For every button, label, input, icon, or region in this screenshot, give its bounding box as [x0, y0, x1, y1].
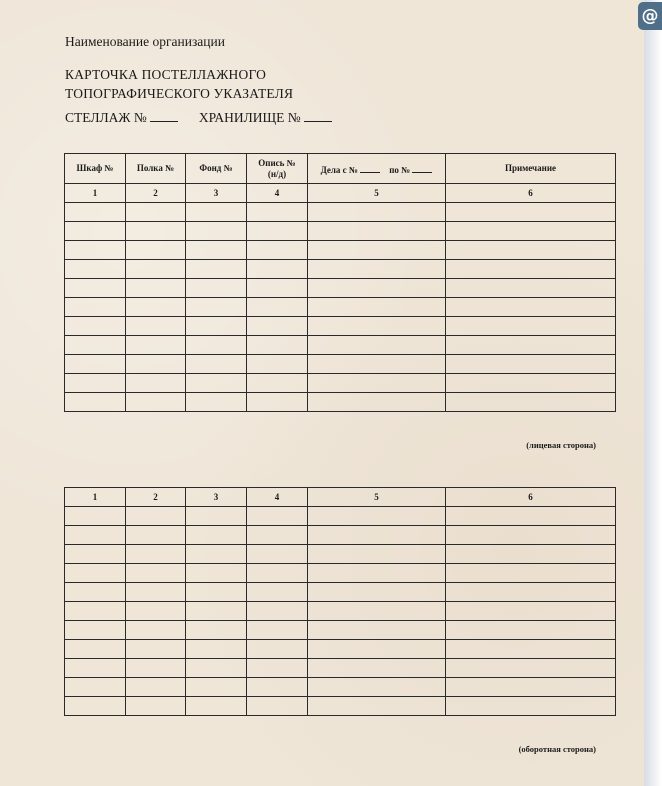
- table-cell: [186, 203, 247, 222]
- table-cell: [65, 222, 126, 241]
- back-blank-rows: [65, 507, 616, 716]
- page-edge: [644, 0, 662, 786]
- table-cell: [186, 621, 247, 640]
- table-row: [65, 678, 616, 697]
- header-shelf: Полка №: [126, 154, 186, 184]
- table-cell: [247, 336, 308, 355]
- table-cell: [65, 336, 126, 355]
- table-cell: [446, 203, 616, 222]
- table-cell: [65, 602, 126, 621]
- table-row: [65, 336, 616, 355]
- column-number: 1: [65, 184, 126, 203]
- table-cell: [126, 279, 186, 298]
- table-row: [65, 203, 616, 222]
- table-cell: [247, 298, 308, 317]
- table-row: [65, 583, 616, 602]
- table-cell: [186, 317, 247, 336]
- table-cell: [446, 640, 616, 659]
- table-cell: [308, 659, 446, 678]
- files-to-blank: [412, 162, 432, 173]
- table-cell: [446, 298, 616, 317]
- table-cell: [186, 507, 247, 526]
- table-cell: [308, 507, 446, 526]
- header-inventory: [247, 154, 308, 184]
- table-cell: [65, 526, 126, 545]
- table-cell: [308, 355, 446, 374]
- table-cell: [65, 241, 126, 260]
- table-cell: [186, 393, 247, 412]
- table-cell: [65, 203, 126, 222]
- table-row: [65, 241, 616, 260]
- column-number: 4: [247, 184, 308, 203]
- table-cell: [308, 260, 446, 279]
- table-cell: [247, 602, 308, 621]
- table-cell: [446, 260, 616, 279]
- table-row: [65, 355, 616, 374]
- table-cell: [308, 602, 446, 621]
- table-cell: [308, 393, 446, 412]
- table-cell: [65, 374, 126, 393]
- files-from-blank: [360, 162, 380, 173]
- table-cell: [65, 564, 126, 583]
- table-cell: [186, 564, 247, 583]
- table-cell: [126, 374, 186, 393]
- table-cell: [126, 640, 186, 659]
- table-cell: [308, 526, 446, 545]
- front-blank-rows: [65, 203, 616, 412]
- table-row: [65, 621, 616, 640]
- table-cell: [126, 583, 186, 602]
- table-cell: [65, 298, 126, 317]
- organization-label: Наименование организации: [65, 34, 225, 49]
- table-cell: [126, 621, 186, 640]
- table-cell: [126, 564, 186, 583]
- table-cell: [308, 678, 446, 697]
- table-cell: [126, 317, 186, 336]
- table-cell: [247, 507, 308, 526]
- table-cell: [308, 241, 446, 260]
- table-cell: [186, 336, 247, 355]
- table-cell: [247, 317, 308, 336]
- table-cell: [308, 222, 446, 241]
- table-row: [65, 659, 616, 678]
- table-cell: [247, 355, 308, 374]
- table-cell: [247, 564, 308, 583]
- table-cell: [308, 374, 446, 393]
- table-cell: [126, 393, 186, 412]
- table-cell: [446, 507, 616, 526]
- table-cell: [446, 241, 616, 260]
- table-cell: [65, 355, 126, 374]
- table-row: [65, 545, 616, 564]
- table-cell: [65, 678, 126, 697]
- table-cell: [308, 640, 446, 659]
- table-row: [65, 222, 616, 241]
- table-cell: [65, 260, 126, 279]
- header-fund: Фонд №: [186, 154, 247, 184]
- table-cell: [186, 526, 247, 545]
- table-row: [65, 564, 616, 583]
- table-cell: [65, 279, 126, 298]
- table-cell: [186, 659, 247, 678]
- table-cell: [186, 545, 247, 564]
- table-cell: [446, 697, 616, 716]
- table-cell: [126, 260, 186, 279]
- table-cell: [308, 564, 446, 583]
- table-row: [65, 260, 616, 279]
- table-cell: [446, 374, 616, 393]
- table-cell: [126, 545, 186, 564]
- table-cell: [186, 241, 247, 260]
- shelf-label: СТЕЛЛАЖ №: [65, 110, 147, 125]
- table-cell: [247, 203, 308, 222]
- table-cell: [247, 678, 308, 697]
- table-cell: [65, 640, 126, 659]
- table-cell: [186, 602, 247, 621]
- at-sign-logo-icon[interactable]: @: [638, 2, 662, 30]
- table-cell: [446, 222, 616, 241]
- table-row: [65, 526, 616, 545]
- card-title: [65, 65, 293, 103]
- table-cell: [65, 507, 126, 526]
- table-cell: [126, 336, 186, 355]
- table-cell: [65, 393, 126, 412]
- table-cell: [126, 678, 186, 697]
- table-cell: [446, 602, 616, 621]
- table-cell: [308, 583, 446, 602]
- column-number: 6: [446, 184, 616, 203]
- storage-label: ХРАНИЛИЩЕ №: [198, 110, 301, 125]
- shelf-storage-line: [65, 110, 332, 126]
- table-cell: [247, 526, 308, 545]
- column-number: 4: [247, 488, 308, 507]
- table-cell: [446, 678, 616, 697]
- table-cell: [65, 545, 126, 564]
- table-cell: [247, 393, 308, 412]
- header-files-range: [308, 154, 446, 184]
- column-number: 2: [126, 184, 186, 203]
- table-cell: [186, 298, 247, 317]
- table-cell: [126, 222, 186, 241]
- table-row: [65, 298, 616, 317]
- table-cell: [247, 545, 308, 564]
- table-cell: [247, 621, 308, 640]
- table-cell: [247, 222, 308, 241]
- table-cell: [126, 355, 186, 374]
- table-cell: [308, 279, 446, 298]
- table-cell: [65, 659, 126, 678]
- table-cell: [308, 203, 446, 222]
- table-cell: [126, 203, 186, 222]
- back-side-caption: (оборотная сторона): [518, 744, 596, 754]
- table-cell: [247, 241, 308, 260]
- table-row: [65, 317, 616, 336]
- table-cell: [186, 640, 247, 659]
- header-files-to: по №: [389, 164, 411, 175]
- table-cell: [65, 697, 126, 716]
- table-cell: [65, 621, 126, 640]
- table-cell: [186, 583, 247, 602]
- table-cell: [247, 279, 308, 298]
- column-number: 3: [186, 184, 247, 203]
- table-cell: [446, 355, 616, 374]
- table-cell: [446, 279, 616, 298]
- table-cell: [446, 336, 616, 355]
- front-header-row: [65, 154, 616, 184]
- table-row: [65, 507, 616, 526]
- column-number: 3: [186, 488, 247, 507]
- table-cell: [126, 602, 186, 621]
- table-cell: [446, 659, 616, 678]
- table-cell: [186, 222, 247, 241]
- header-cabinet: Шкаф №: [65, 154, 126, 184]
- table-cell: [247, 374, 308, 393]
- table-cell: [446, 545, 616, 564]
- header-inventory-line-1: Опись №: [258, 157, 296, 168]
- table-row: [65, 393, 616, 412]
- front-column-number-row: [65, 184, 616, 203]
- table-cell: [308, 298, 446, 317]
- shelf-number-blank: [150, 111, 178, 122]
- table-cell: [186, 355, 247, 374]
- table-cell: [247, 640, 308, 659]
- table-cell: [126, 507, 186, 526]
- table-cell: [65, 317, 126, 336]
- back-column-number-row: [65, 488, 616, 507]
- table-cell: [186, 697, 247, 716]
- table-cell: [126, 526, 186, 545]
- front-side-table: [64, 153, 616, 412]
- header-inventory-line-2: (н/д): [267, 168, 287, 179]
- table-cell: [446, 526, 616, 545]
- table-cell: [308, 545, 446, 564]
- table-cell: [126, 298, 186, 317]
- table-cell: [308, 317, 446, 336]
- front-side-caption: (лицевая сторона): [526, 440, 596, 450]
- storage-number-blank: [304, 111, 332, 122]
- column-number: 2: [126, 488, 186, 507]
- table-cell: [247, 659, 308, 678]
- table-cell: [308, 697, 446, 716]
- table-cell: [247, 697, 308, 716]
- card-title-line-2: ТОПОГРАФИЧЕСКОГО УКАЗАТЕЛЯ: [65, 86, 294, 101]
- table-row: [65, 279, 616, 298]
- back-side-table: [64, 487, 616, 716]
- column-number: 6: [446, 488, 616, 507]
- table-cell: [308, 621, 446, 640]
- table-cell: [186, 260, 247, 279]
- table-cell: [446, 393, 616, 412]
- table-row: [65, 697, 616, 716]
- table-cell: [446, 564, 616, 583]
- card-title-line-1: КАРТОЧКА ПОСТЕЛЛАЖНОГО: [65, 67, 267, 82]
- table-cell: [186, 678, 247, 697]
- table-cell: [247, 583, 308, 602]
- table-cell: [186, 374, 247, 393]
- table-cell: [308, 336, 446, 355]
- table-cell: [126, 697, 186, 716]
- table-cell: [126, 659, 186, 678]
- column-number: 5: [308, 184, 446, 203]
- header-note: Примечание: [446, 154, 616, 184]
- table-row: [65, 374, 616, 393]
- table-cell: [126, 241, 186, 260]
- table-row: [65, 640, 616, 659]
- table-cell: [446, 583, 616, 602]
- table-cell: [247, 260, 308, 279]
- column-number: 1: [65, 488, 126, 507]
- table-cell: [186, 279, 247, 298]
- column-number: 5: [308, 488, 446, 507]
- table-cell: [446, 621, 616, 640]
- table-cell: [65, 583, 126, 602]
- table-cell: [446, 317, 616, 336]
- table-row: [65, 602, 616, 621]
- header-files-from: Дела с №: [320, 164, 358, 175]
